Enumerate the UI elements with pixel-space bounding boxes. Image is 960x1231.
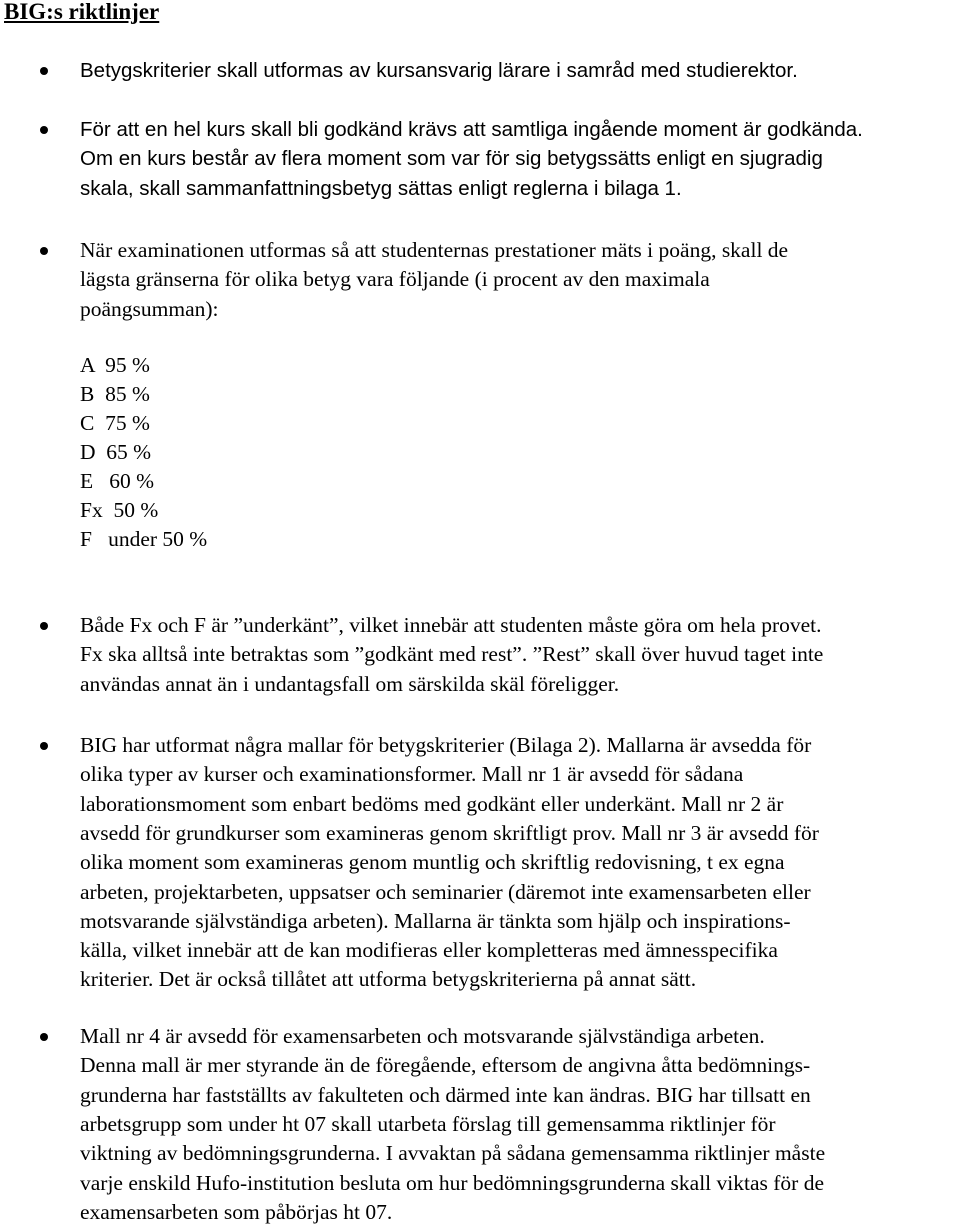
paragraph-line: BIG har utformat några mallar för betygskriterier (Bilaga 2). Mallarna är avsedda för bbox=[80, 733, 812, 757]
paragraph-line: olika typer av kurser och examinationsformer. Mall nr 1 är avsedd för sådana bbox=[80, 762, 744, 787]
grade-limit-row bbox=[80, 351, 150, 380]
grade-letter: A bbox=[80, 353, 95, 377]
paragraph-line: olika moment som examineras genom muntlig och skriftlig redovisning, t ex egna bbox=[80, 850, 785, 875]
paragraph-line: laborationsmoment som enbart bedöms med godkänt eller underkänt. Mall nr 2 är bbox=[80, 791, 784, 816]
paragraph-line: Mall nr 4 är avsedd för examensarbeten och motsvarande självständiga arbeten. bbox=[80, 1024, 765, 1048]
paragraph-line: varje enskild Hufo-institution besluta om hur bedömningsgrunderna skall viktas för de bbox=[80, 1170, 824, 1195]
grade-limit-value: 60 % bbox=[103, 469, 155, 493]
bullet-icon bbox=[40, 67, 48, 75]
paragraph-line: Om en kurs består av flera moment som var för sig betygssätts enligt en sjugradig bbox=[80, 147, 823, 171]
paragraph-line: viktning av bedömningsgrunderna. I avvaktan på sådana gemensamma riktlinjer måste bbox=[80, 1141, 826, 1166]
paragraph-line: motsvarande självständiga arbeten). Mallarna är tänkta som hjälp och inspirations- bbox=[80, 908, 791, 933]
grade-limit-value: 75 % bbox=[105, 411, 150, 435]
paragraph-line: När examinationen utformas så att studenternas prestationer mäts i poäng, skall de bbox=[80, 238, 789, 262]
paragraph-line: Fx ska alltså inte betraktas som ”godkänt med rest”. ”Rest” skall över huvud taget inte bbox=[80, 642, 824, 667]
bullet-icon bbox=[40, 622, 48, 630]
grade-letter: B bbox=[80, 382, 95, 406]
grade-limit-value: under 50 % bbox=[102, 527, 208, 551]
paragraph-line: poängsumman): bbox=[80, 296, 219, 321]
bullet-icon bbox=[40, 742, 48, 750]
paragraph-line: Denna mall är mer styrande än de föregående, eftersom de angivna åtta bedömnings- bbox=[80, 1053, 811, 1078]
paragraph-line: arbeten, projektarbeten, uppsatser och seminarier (däremot inte examensarbeten eller bbox=[80, 879, 811, 904]
grade-letter: C bbox=[80, 411, 95, 435]
grade-limit-value: 95 % bbox=[105, 353, 150, 377]
grade-limit-value: 85 % bbox=[105, 382, 150, 406]
paragraph-line: arbetsgrupp som under ht 07 skall utarbeta förslag till gemensamma riktlinjer för bbox=[80, 1111, 776, 1136]
grade-limit-row bbox=[80, 438, 151, 467]
paragraph-line: avsedd för grundkurser som examineras genom skriftligt prov. Mall nr 3 är avsedd för bbox=[80, 820, 819, 845]
grade-limit-row bbox=[80, 525, 207, 554]
grade-limit-row bbox=[80, 496, 158, 525]
bullet-icon bbox=[40, 247, 48, 255]
bullet-icon bbox=[40, 1033, 48, 1041]
grade-limit-value: 65 % bbox=[106, 440, 152, 464]
grade-letter: Fx bbox=[80, 498, 103, 522]
grade-letter: E bbox=[80, 469, 94, 493]
paragraph-line: lägsta gränserna för olika betyg vara följande (i procent av den maximala bbox=[80, 267, 710, 292]
paragraph-line: Betygskriterier skall utformas av kursansvarig lärare i samråd med studierektor. bbox=[80, 59, 798, 82]
grade-letter: D bbox=[80, 440, 96, 464]
bullet-icon bbox=[40, 126, 48, 134]
paragraph-line: kriterier. Det är också tillåtet att utforma betygskriterierna på annat sätt. bbox=[80, 967, 697, 992]
grade-limit-row bbox=[80, 380, 150, 409]
paragraph-line: skala, skall sammanfattningsbetyg sättas enligt reglerna i bilaga 1. bbox=[80, 176, 682, 200]
page-title: BIG:s riktlinjer bbox=[4, 0, 160, 24]
grade-limit-row bbox=[80, 467, 154, 496]
paragraph-line: källa, vilket innebär att de kan modifieras eller kompletteras med ämnesspecifika bbox=[80, 938, 778, 963]
paragraph-line: För att en hel kurs skall bli godkänd krävs att samtliga ingående moment är godkända. bbox=[80, 118, 863, 141]
grade-limit-value: 50 % bbox=[113, 498, 159, 522]
paragraph-line: Både Fx och F är ”underkänt”, vilket innebär att studenten måste göra om hela provet. bbox=[80, 613, 822, 637]
grade-limit-row bbox=[80, 409, 150, 438]
paragraph-line: användas annat än i undantagsfall om särskilda skäl föreligger. bbox=[80, 671, 620, 696]
grade-letter: F bbox=[80, 527, 92, 551]
paragraph-line: grunderna har fastställts av fakulteten och därmed inte kan ändras. BIG har tillsatt en bbox=[80, 1082, 811, 1107]
paragraph-line: examensarbeten som påbörjas ht 07. bbox=[80, 1199, 393, 1224]
